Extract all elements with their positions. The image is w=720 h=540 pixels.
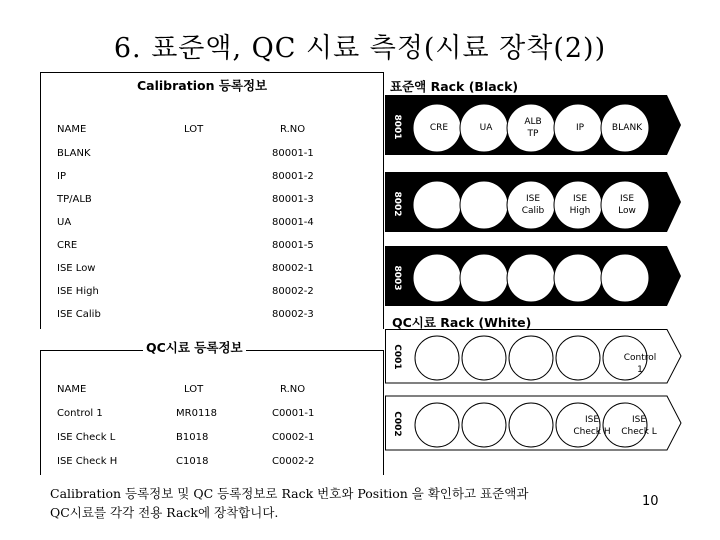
cal-row-rno: 80002-2	[272, 286, 314, 297]
black-rack-3-slot	[460, 254, 508, 302]
black-rack-3-slot	[601, 254, 649, 302]
cal-row-rno: 80001-1	[272, 148, 314, 159]
cal-row-name: ISE Calib	[57, 309, 101, 320]
black-rack-2-slot	[413, 181, 461, 229]
black-rack-2-slot	[460, 181, 508, 229]
cal-row-name: TP/ALB	[57, 194, 92, 205]
footer-note	[50, 484, 528, 522]
footer-line-2: QC시료를 각각 전용 Rack에 장착합니다.	[50, 505, 279, 520]
white-rack-2-id: C002	[392, 411, 402, 437]
white-rack-1-slot	[462, 336, 506, 380]
black-rack-3-slot	[507, 254, 555, 302]
qc-header-rno: R.NO	[280, 384, 306, 395]
qc-row-name: Control 1	[57, 408, 103, 419]
cal-row-rno: 80001-3	[272, 194, 314, 205]
black-rack-2-id: 8002	[392, 191, 402, 217]
slide-title: 6. 표준액, QC 시료 측정(시료 장착(2))	[113, 33, 607, 64]
slot-label: CRE	[429, 123, 449, 133]
qc-header-lot: LOT	[184, 384, 204, 395]
white-rack-1-id: C001	[392, 344, 402, 370]
white-rack-1-slot	[556, 336, 600, 380]
slot-label: ALB TP	[524, 117, 542, 139]
qc-label: QC시료 등록정보	[143, 338, 246, 356]
qc-row-lot: C1018	[176, 456, 209, 467]
cal-row-rno: 80001-5	[272, 240, 314, 251]
slot-label: IP	[575, 123, 585, 133]
black-rack-3-slot	[554, 254, 602, 302]
slot-label: ISE Check H	[573, 415, 611, 437]
cal-row-rno: 80002-1	[272, 263, 314, 274]
black-rack-3-slot	[413, 254, 461, 302]
cal-header-rno: R.NO	[280, 124, 306, 135]
cal-row-rno: 80002-3	[272, 309, 314, 320]
cal-row-name: ISE High	[57, 286, 99, 297]
cal-row-name: IP	[57, 171, 66, 182]
black-rack-1-id: 8001	[392, 114, 402, 140]
white-rack-2-slot	[415, 403, 459, 447]
white-rack-1-slot	[509, 336, 553, 380]
qc-header-name: NAME	[57, 384, 87, 395]
cal-row-name: UA	[57, 217, 72, 228]
qc-row-lot: MR0118	[176, 408, 218, 419]
cal-header-name: NAME	[57, 124, 87, 135]
qc-row-lot: B1018	[176, 432, 209, 443]
white-rack-label: QC시료 Rack (White)	[392, 315, 532, 330]
slot-label: UA	[479, 123, 493, 133]
slot-label: BLANK	[611, 123, 643, 133]
white-rack-2-slot	[509, 403, 553, 447]
qc-row-name: ISE Check L	[57, 432, 116, 443]
qc-row-rno: C0001-1	[272, 408, 315, 419]
qc-row-rno: C0002-1	[272, 432, 315, 443]
footer-line-1: Calibration 등록정보 및 QC 등록정보로 Rack 번호와 Position 을 확인하고 표준액과	[50, 486, 529, 501]
qc-row-name: ISE Check H	[57, 456, 118, 467]
black-rack-label: 표준액 Rack (Black)	[390, 79, 519, 94]
slot-label: Control 1	[623, 353, 657, 375]
cal-header-lot: LOT	[184, 124, 204, 135]
slot-label: ISE Calib	[521, 194, 545, 216]
slot-label: ISE High	[569, 194, 591, 216]
qc-row-rno: C0002-2	[272, 456, 315, 467]
cal-row-rno: 80001-2	[272, 171, 314, 182]
cal-row-name: ISE Low	[57, 263, 96, 274]
white-rack-2-slot	[462, 403, 506, 447]
calibration-label: Calibration 등록정보	[134, 76, 270, 94]
page-number: 10	[642, 494, 659, 509]
slot-label: ISE Low	[618, 194, 636, 216]
black-rack-3-id: 8003	[392, 265, 402, 291]
white-rack-1-slot	[415, 336, 459, 380]
cal-row-name: CRE	[57, 240, 78, 251]
cal-row-name: BLANK	[57, 148, 91, 159]
cal-row-rno: 80001-4	[272, 217, 314, 228]
white-rack-group	[385, 329, 695, 459]
slot-label: ISE Check L	[621, 415, 657, 437]
